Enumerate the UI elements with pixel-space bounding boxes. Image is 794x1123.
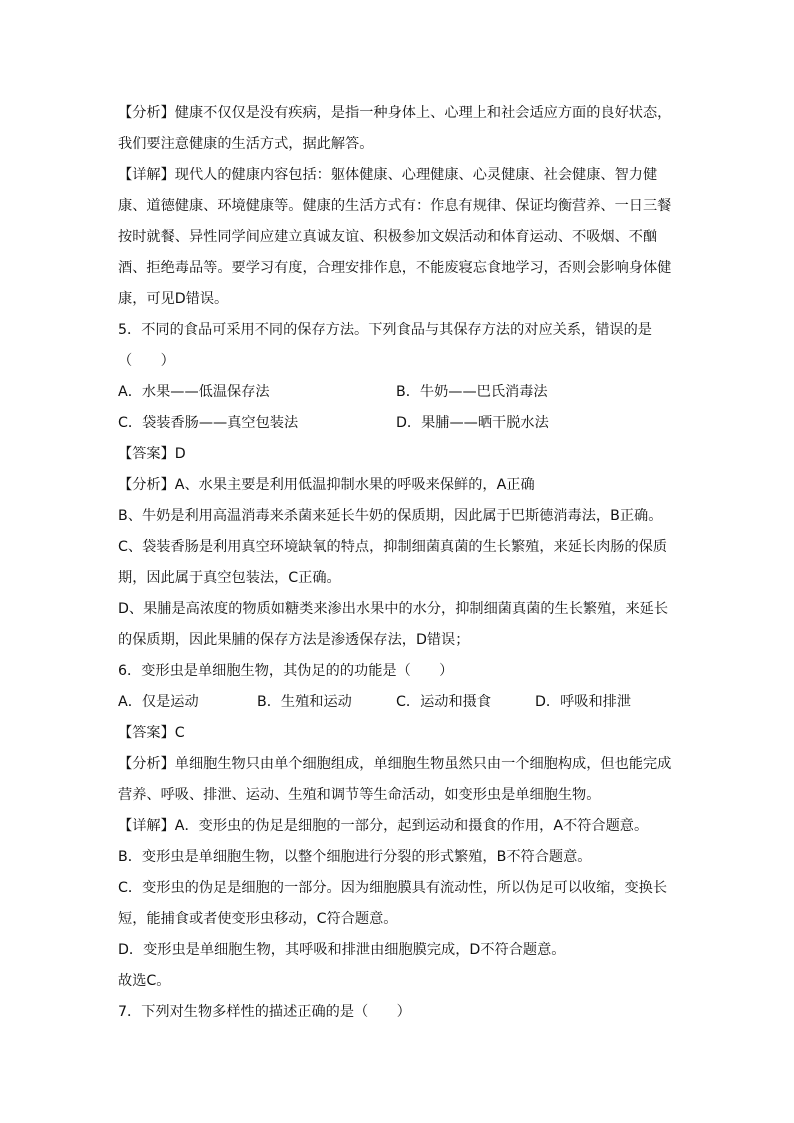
q5-option-c: C．袋装香肠——真空包装法 bbox=[118, 415, 299, 431]
q6-option-c: C．运动和摄食 bbox=[396, 694, 492, 710]
q6-answer: 【答案】C bbox=[118, 725, 185, 741]
q6-analysis-2: 营养、呼吸、排泄、运动、生殖和调节等生命活动，如变形虫是单细胞生物。 bbox=[118, 787, 601, 803]
q5-analysis-a: 【分析】A、水果主要是利用低温抑制水果的呼吸来保鲜的，A正确 bbox=[118, 477, 535, 493]
q5-analysis-d-1: D、果脯是高浓度的物质如糖类来渗出水果中的水分，抑制细菌真菌的生长繁殖，来延长 bbox=[118, 601, 669, 617]
q6-analysis-1: 【分析】单细胞生物只由单个细胞组成，单细胞生物虽然只由一个细胞构成，但也能完成 bbox=[118, 756, 672, 772]
q5-answer: 【答案】D bbox=[118, 446, 186, 462]
q5-option-d: D．果脯——晒干脱水法 bbox=[396, 415, 549, 431]
q6-detail-b: B．变形虫是单细胞生物，以整个细胞进行分裂的形式繁殖，B不符合题意。 bbox=[118, 849, 592, 865]
detail-health-line-1: 【详解】现代人的健康内容包括：躯体健康、心理健康、心灵健康、社会健康、智力健 bbox=[118, 167, 658, 183]
q5-analysis-b: B、牛奶是利用高温消毒来杀菌来延长牛奶的保质期，因此属于巴斯德消毒法，B正确。 bbox=[118, 508, 663, 524]
q6-option-d: D．呼吸和排泄 bbox=[535, 694, 632, 710]
q5-analysis-c-2: 期，因此属于真空包装法，C正确。 bbox=[118, 570, 341, 586]
detail-health-line-3: 按时就餐、异性同学间应建立真诚友谊、积极参加文娱活动和体育运动、不吸烟、不酗 bbox=[118, 229, 658, 245]
detail-health-line-2: 康、道德健康、环境健康等。健康的生活方式有：作息有规律、保证均衡营养、一日三餐 bbox=[118, 198, 672, 214]
q6-detail-d: D．变形虫是单细胞生物，其呼吸和排泄由细胞膜完成，D不符合题意。 bbox=[118, 942, 566, 958]
q6-detail-c-1: C．变形虫的伪足是细胞的一部分。因为细胞膜具有流动性，所以伪足可以收缩，变换长 bbox=[118, 880, 668, 896]
question-5-blank: （ ） bbox=[118, 353, 175, 369]
detail-health-line-4: 酒、拒绝毒品等。要学习有度，合理安排作息，不能废寝忘食地学习，否则会影响身体健 bbox=[118, 260, 672, 276]
q5-analysis-c-1: C、袋装香肠是利用真空环境缺氧的特点，抑制细菌真菌的生长繁殖，来延长肉肠的保质 bbox=[118, 539, 668, 555]
q6-conclusion: 故选C。 bbox=[118, 973, 171, 989]
q6-option-b: B．生殖和运动 bbox=[257, 694, 352, 710]
question-7-stem: 7．下列对生物多样性的描述正确的是（ ） bbox=[118, 1004, 411, 1020]
analysis-health-line-1: 【分析】健康不仅仅是没有疾病，是指一种身体上、心理上和社会适应方面的良好状态， bbox=[118, 105, 672, 121]
q6-detail-a: 【详解】A．变形虫的伪足是细胞的一部分，起到运动和摄食的作用，A不符合题意。 bbox=[118, 818, 649, 834]
q6-option-a: A．仅是运动 bbox=[118, 694, 199, 710]
q6-detail-c-2: 短，能捕食或者使变形虫移动，C符合题意。 bbox=[118, 911, 398, 927]
analysis-health-line-2: 我们要注意健康的生活方式，据此解答。 bbox=[118, 136, 374, 152]
q5-option-a: A．水果——低温保存法 bbox=[118, 384, 270, 400]
question-5-stem: 5．不同的食品可采用不同的保存方法。下列食品与其保存方法的对应关系，错误的是 bbox=[118, 322, 652, 338]
detail-health-line-5: 康，可见D错误。 bbox=[118, 291, 229, 307]
question-6-stem: 6．变形虫是单细胞生物，其伪足的的功能是（ ） bbox=[118, 663, 454, 679]
q5-option-b: B．牛奶——巴氏消毒法 bbox=[396, 384, 548, 400]
q5-analysis-d-2: 的保质期，因此果脯的保存方法是渗透保存法，D错误； bbox=[118, 632, 470, 648]
